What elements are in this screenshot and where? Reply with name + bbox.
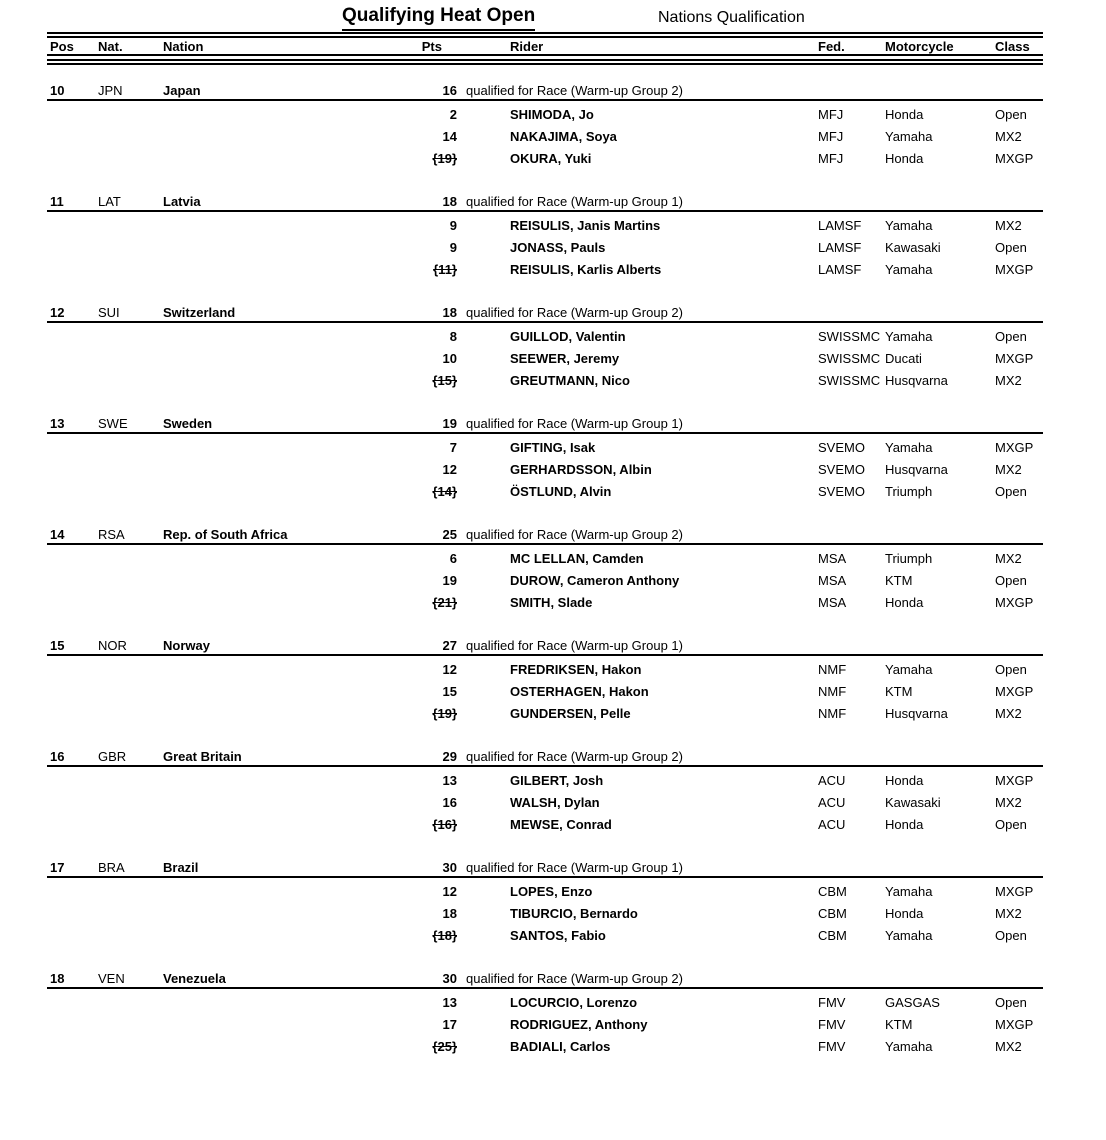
top-rule-line-1 <box>47 32 1043 34</box>
rider-name: FREDRIKSEN, Hakon <box>510 662 642 677</box>
rider-class: Open <box>995 240 1027 255</box>
nation-pos: 13 <box>50 416 65 431</box>
rider-pts: {15} <box>432 373 457 388</box>
rider-fed: FMV <box>818 995 846 1010</box>
rider-class: MX2 <box>995 906 1022 921</box>
rider-motorcycle: Honda <box>885 107 924 122</box>
rider-row <box>0 437 1106 459</box>
rider-pts: 12 <box>442 662 457 677</box>
rider-row <box>0 348 1106 370</box>
column-header-class: Class <box>995 39 1030 54</box>
rider-motorcycle: KTM <box>885 684 913 699</box>
rider-pts: 12 <box>442 462 457 477</box>
rider-class: Open <box>995 662 1027 677</box>
rider-motorcycle: Honda <box>885 773 924 788</box>
rider-row <box>0 237 1106 259</box>
rider-name: GREUTMANN, Nico <box>510 373 630 388</box>
rider-pts: 16 <box>442 795 457 810</box>
rider-motorcycle: Yamaha <box>885 662 933 677</box>
column-header-nat: Nat. <box>98 39 123 54</box>
header-rule-line-1 <box>47 59 1043 61</box>
rider-row <box>0 703 1106 725</box>
rider-name: MEWSE, Conrad <box>510 817 612 832</box>
nation-pts: 27 <box>442 638 457 653</box>
rider-fed: MFJ <box>818 151 844 166</box>
rider-class: MXGP <box>995 684 1034 699</box>
nation-pos: 11 <box>50 194 64 209</box>
nation-name: Venezuela <box>163 971 226 986</box>
nation-code: SUI <box>98 305 120 320</box>
rider-row <box>0 881 1106 903</box>
rider-pts: 19 <box>442 573 457 588</box>
rider-class: MX2 <box>995 373 1022 388</box>
rider-class: MX2 <box>995 1039 1022 1054</box>
rider-class: Open <box>995 329 1027 344</box>
rider-motorcycle: Honda <box>885 595 924 610</box>
rider-fed: SWISSMC <box>818 329 881 344</box>
rider-fed: LAMSF <box>818 218 862 233</box>
rider-class: Open <box>995 995 1027 1010</box>
rider-pts: 7 <box>449 440 457 455</box>
nation-group <box>0 749 1106 860</box>
rider-row <box>0 548 1106 570</box>
nation-pos: 17 <box>50 860 65 875</box>
nation-pos: 12 <box>50 305 65 320</box>
rider-rows <box>0 83 1106 194</box>
rider-row <box>0 992 1106 1014</box>
rider-rows <box>0 971 1106 1082</box>
rider-pts: 18 <box>442 906 457 921</box>
rider-class: MXGP <box>995 595 1034 610</box>
nation-name: Rep. of South Africa <box>163 527 288 542</box>
page-subtitle: Nations Qualification <box>658 9 805 26</box>
rider-class: MXGP <box>995 884 1034 899</box>
nation-group <box>0 305 1106 416</box>
qualification-status: qualified for Race (Warm-up Group 2) <box>466 83 683 98</box>
nation-name: Great Britain <box>163 749 242 764</box>
rider-motorcycle: Yamaha <box>885 129 933 144</box>
rider-name: LOCURCIO, Lorenzo <box>510 995 638 1010</box>
rider-fed: MSA <box>818 573 847 588</box>
rider-pts: 14 <box>442 129 457 144</box>
rider-class: Open <box>995 817 1027 832</box>
nation-name: Latvia <box>163 194 201 209</box>
rider-class: Open <box>995 928 1027 943</box>
rider-class: Open <box>995 107 1027 122</box>
rider-fed: NMF <box>818 706 847 721</box>
rider-name: GILBERT, Josh <box>510 773 604 788</box>
rider-motorcycle: Honda <box>885 151 924 166</box>
column-header-motorcycle: Motorcycle <box>885 39 954 54</box>
nation-code: SWE <box>98 416 128 431</box>
nation-pts: 29 <box>442 749 457 764</box>
rider-class: MX2 <box>995 218 1022 233</box>
rider-motorcycle: Triumph <box>885 484 933 499</box>
rider-fed: MFJ <box>818 129 844 144</box>
qualification-status: qualified for Race (Warm-up Group 2) <box>466 527 683 542</box>
rider-fed: CBM <box>818 928 847 943</box>
rider-row <box>0 792 1106 814</box>
rider-motorcycle: Husqvarna <box>885 373 948 388</box>
rider-motorcycle: Honda <box>885 906 924 921</box>
rider-row <box>0 570 1106 592</box>
rider-row <box>0 148 1106 170</box>
nation-name: Brazil <box>163 860 199 875</box>
rider-rows <box>0 305 1106 416</box>
rider-row <box>0 681 1106 703</box>
column-header-nation: Nation <box>163 39 204 54</box>
rider-name: TIBURCIO, Bernardo <box>510 906 638 921</box>
rider-fed: CBM <box>818 906 847 921</box>
rider-row <box>0 459 1106 481</box>
rider-pts: 6 <box>449 551 457 566</box>
rider-class: MXGP <box>995 151 1034 166</box>
rider-pts: 10 <box>442 351 457 366</box>
nation-code: GBR <box>98 749 127 764</box>
table-header <box>0 39 1106 55</box>
rider-class: Open <box>995 484 1027 499</box>
nation-group <box>0 971 1106 1082</box>
rider-name: ÖSTLUND, Alvin <box>510 484 612 499</box>
rider-row <box>0 903 1106 925</box>
qualification-status: qualified for Race (Warm-up Group 1) <box>466 860 683 875</box>
nation-name: Japan <box>163 83 201 98</box>
rider-rows <box>0 194 1106 305</box>
rider-name: DUROW, Cameron Anthony <box>510 573 680 588</box>
rider-fed: SWISSMC <box>818 351 881 366</box>
rider-name: SEEWER, Jeremy <box>510 351 620 366</box>
rider-rows <box>0 749 1106 860</box>
rider-pts: {21} <box>432 595 457 610</box>
rider-motorcycle: Honda <box>885 817 924 832</box>
rider-class: MXGP <box>995 262 1034 277</box>
nation-code: BRA <box>98 860 125 875</box>
rider-row <box>0 1014 1106 1036</box>
nation-pts: 30 <box>442 971 457 986</box>
rider-motorcycle: Ducati <box>885 351 922 366</box>
rider-motorcycle: KTM <box>885 573 913 588</box>
rider-motorcycle: Yamaha <box>885 218 933 233</box>
rider-pts: {11} <box>433 262 457 277</box>
rider-motorcycle: Triumph <box>885 551 933 566</box>
qualification-status: qualified for Race (Warm-up Group 2) <box>466 971 683 986</box>
nation-group <box>0 527 1106 638</box>
rider-rows <box>0 416 1106 527</box>
qualification-status: qualified for Race (Warm-up Group 1) <box>466 638 683 653</box>
rider-class: MXGP <box>995 1017 1034 1032</box>
header-rule-line-2 <box>47 63 1043 65</box>
rider-motorcycle: Yamaha <box>885 884 933 899</box>
rider-row <box>0 592 1106 614</box>
rider-name: MC LELLAN, Camden <box>510 551 644 566</box>
rider-class: MX2 <box>995 795 1022 810</box>
rider-pts: 13 <box>442 995 457 1010</box>
rider-fed: LAMSF <box>818 240 862 255</box>
rider-row <box>0 126 1106 148</box>
rider-pts: {14} <box>432 484 457 499</box>
qualification-status: qualified for Race (Warm-up Group 1) <box>466 194 683 209</box>
rider-class: MX2 <box>995 706 1022 721</box>
rider-row <box>0 1036 1106 1058</box>
nation-group <box>0 416 1106 527</box>
rider-name: OSTERHAGEN, Hakon <box>510 684 649 699</box>
rider-pts: 8 <box>449 329 457 344</box>
rider-class: MX2 <box>995 129 1022 144</box>
rider-rows <box>0 527 1106 638</box>
rider-fed: ACU <box>818 817 846 832</box>
nation-pts: 16 <box>442 83 457 98</box>
rider-name: SHIMODA, Jo <box>510 107 594 122</box>
rider-pts: {18} <box>432 928 457 943</box>
nation-group <box>0 638 1106 749</box>
rider-pts: 13 <box>442 773 457 788</box>
rider-fed: ACU <box>818 795 846 810</box>
nation-name: Switzerland <box>163 305 236 320</box>
rider-row <box>0 481 1106 503</box>
column-header-pts: Pts <box>421 39 442 54</box>
rider-fed: MFJ <box>818 107 844 122</box>
rider-fed: SWISSMC <box>818 373 881 388</box>
header-underline <box>47 54 1043 56</box>
nation-code: NOR <box>98 638 127 653</box>
rider-pts: 2 <box>449 107 457 122</box>
nation-code: LAT <box>98 194 121 209</box>
rider-name: GUNDERSEN, Pelle <box>510 706 631 721</box>
nation-pts: 19 <box>442 416 457 431</box>
rider-pts: {25} <box>432 1039 457 1054</box>
nation-pos: 10 <box>50 83 65 98</box>
rider-name: LOPES, Enzo <box>510 884 593 899</box>
rider-fed: MSA <box>818 595 847 610</box>
nation-pts: 18 <box>442 305 457 320</box>
rider-rows <box>0 860 1106 971</box>
rider-motorcycle: Yamaha <box>885 262 933 277</box>
qualification-status: qualified for Race (Warm-up Group 1) <box>466 416 683 431</box>
rider-fed: SVEMO <box>818 462 865 477</box>
nation-code: VEN <box>98 971 125 986</box>
rider-name: WALSH, Dylan <box>510 795 600 810</box>
rider-name: RODRIGUEZ, Anthony <box>510 1017 648 1032</box>
rider-name: SANTOS, Fabio <box>510 928 606 943</box>
rider-motorcycle: Kawasaki <box>885 795 941 810</box>
rider-fed: FMV <box>818 1017 846 1032</box>
rider-pts: {19} <box>432 151 457 166</box>
rider-row <box>0 370 1106 392</box>
nation-pts: 18 <box>442 194 457 209</box>
column-header-fed: Fed. <box>818 39 845 54</box>
rider-row <box>0 259 1106 281</box>
rider-name: BADIALI, Carlos <box>510 1039 611 1054</box>
rider-row <box>0 104 1106 126</box>
rider-motorcycle: Yamaha <box>885 928 933 943</box>
nation-group <box>0 83 1106 194</box>
rider-name: GERHARDSSON, Albin <box>510 462 652 477</box>
nation-name: Sweden <box>163 416 213 431</box>
rider-rows <box>0 638 1106 749</box>
rider-row <box>0 814 1106 836</box>
rider-motorcycle: Yamaha <box>885 440 933 455</box>
nation-pos: 14 <box>50 527 65 542</box>
rider-class: MXGP <box>995 440 1034 455</box>
rider-name: SMITH, Slade <box>510 595 593 610</box>
rider-name: GIFTING, Isak <box>510 440 596 455</box>
page-title: Qualifying Heat Open <box>342 5 535 31</box>
rider-class: Open <box>995 573 1027 588</box>
rider-motorcycle: Yamaha <box>885 329 933 344</box>
rider-class: MXGP <box>995 773 1034 788</box>
nation-code: RSA <box>98 527 125 542</box>
nation-pos: 18 <box>50 971 65 986</box>
rider-pts: 12 <box>442 884 457 899</box>
rider-motorcycle: Husqvarna <box>885 706 948 721</box>
rider-motorcycle: Yamaha <box>885 1039 933 1054</box>
nation-pts: 25 <box>442 527 457 542</box>
rider-pts: 17 <box>442 1017 457 1032</box>
rider-fed: LAMSF <box>818 262 862 277</box>
nation-name: Norway <box>163 638 210 653</box>
rider-row <box>0 770 1106 792</box>
rider-pts: 9 <box>449 240 457 255</box>
rider-fed: ACU <box>818 773 846 788</box>
rider-motorcycle: Husqvarna <box>885 462 948 477</box>
rider-fed: NMF <box>818 684 847 699</box>
rider-name: REISULIS, Janis Martins <box>510 218 661 233</box>
rider-motorcycle: Kawasaki <box>885 240 941 255</box>
rider-row <box>0 215 1106 237</box>
rider-name: GUILLOD, Valentin <box>510 329 626 344</box>
rider-class: MX2 <box>995 551 1022 566</box>
column-header-pos: Pos <box>50 39 74 54</box>
nation-pts: 30 <box>442 860 457 875</box>
rider-fed: SVEMO <box>818 484 865 499</box>
rider-motorcycle: KTM <box>885 1017 913 1032</box>
top-rule-line-2 <box>47 36 1043 38</box>
rider-pts: 9 <box>449 218 457 233</box>
nation-group <box>0 860 1106 971</box>
rider-row <box>0 659 1106 681</box>
rider-class: MXGP <box>995 351 1034 366</box>
column-header-rider: Rider <box>510 39 544 54</box>
rider-name: JONASS, Pauls <box>510 240 606 255</box>
rider-pts: {16} <box>432 817 457 832</box>
rider-fed: SVEMO <box>818 440 865 455</box>
nation-pos: 15 <box>50 638 65 653</box>
rider-motorcycle: GASGAS <box>885 995 940 1010</box>
rider-name: REISULIS, Karlis Alberts <box>510 262 662 277</box>
qualification-status: qualified for Race (Warm-up Group 2) <box>466 305 683 320</box>
rider-name: OKURA, Yuki <box>510 151 592 166</box>
rider-name: NAKAJIMA, Soya <box>510 129 617 144</box>
rider-row <box>0 925 1106 947</box>
nation-pos: 16 <box>50 749 65 764</box>
rider-class: MX2 <box>995 462 1022 477</box>
rider-fed: CBM <box>818 884 847 899</box>
rider-fed: MSA <box>818 551 847 566</box>
nation-code: JPN <box>98 83 123 98</box>
nation-group <box>0 194 1106 305</box>
qualification-status: qualified for Race (Warm-up Group 2) <box>466 749 683 764</box>
rider-pts: {19} <box>432 706 457 721</box>
rider-fed: FMV <box>818 1039 846 1054</box>
rider-row <box>0 326 1106 348</box>
rider-pts: 15 <box>442 684 457 699</box>
rider-fed: NMF <box>818 662 847 677</box>
